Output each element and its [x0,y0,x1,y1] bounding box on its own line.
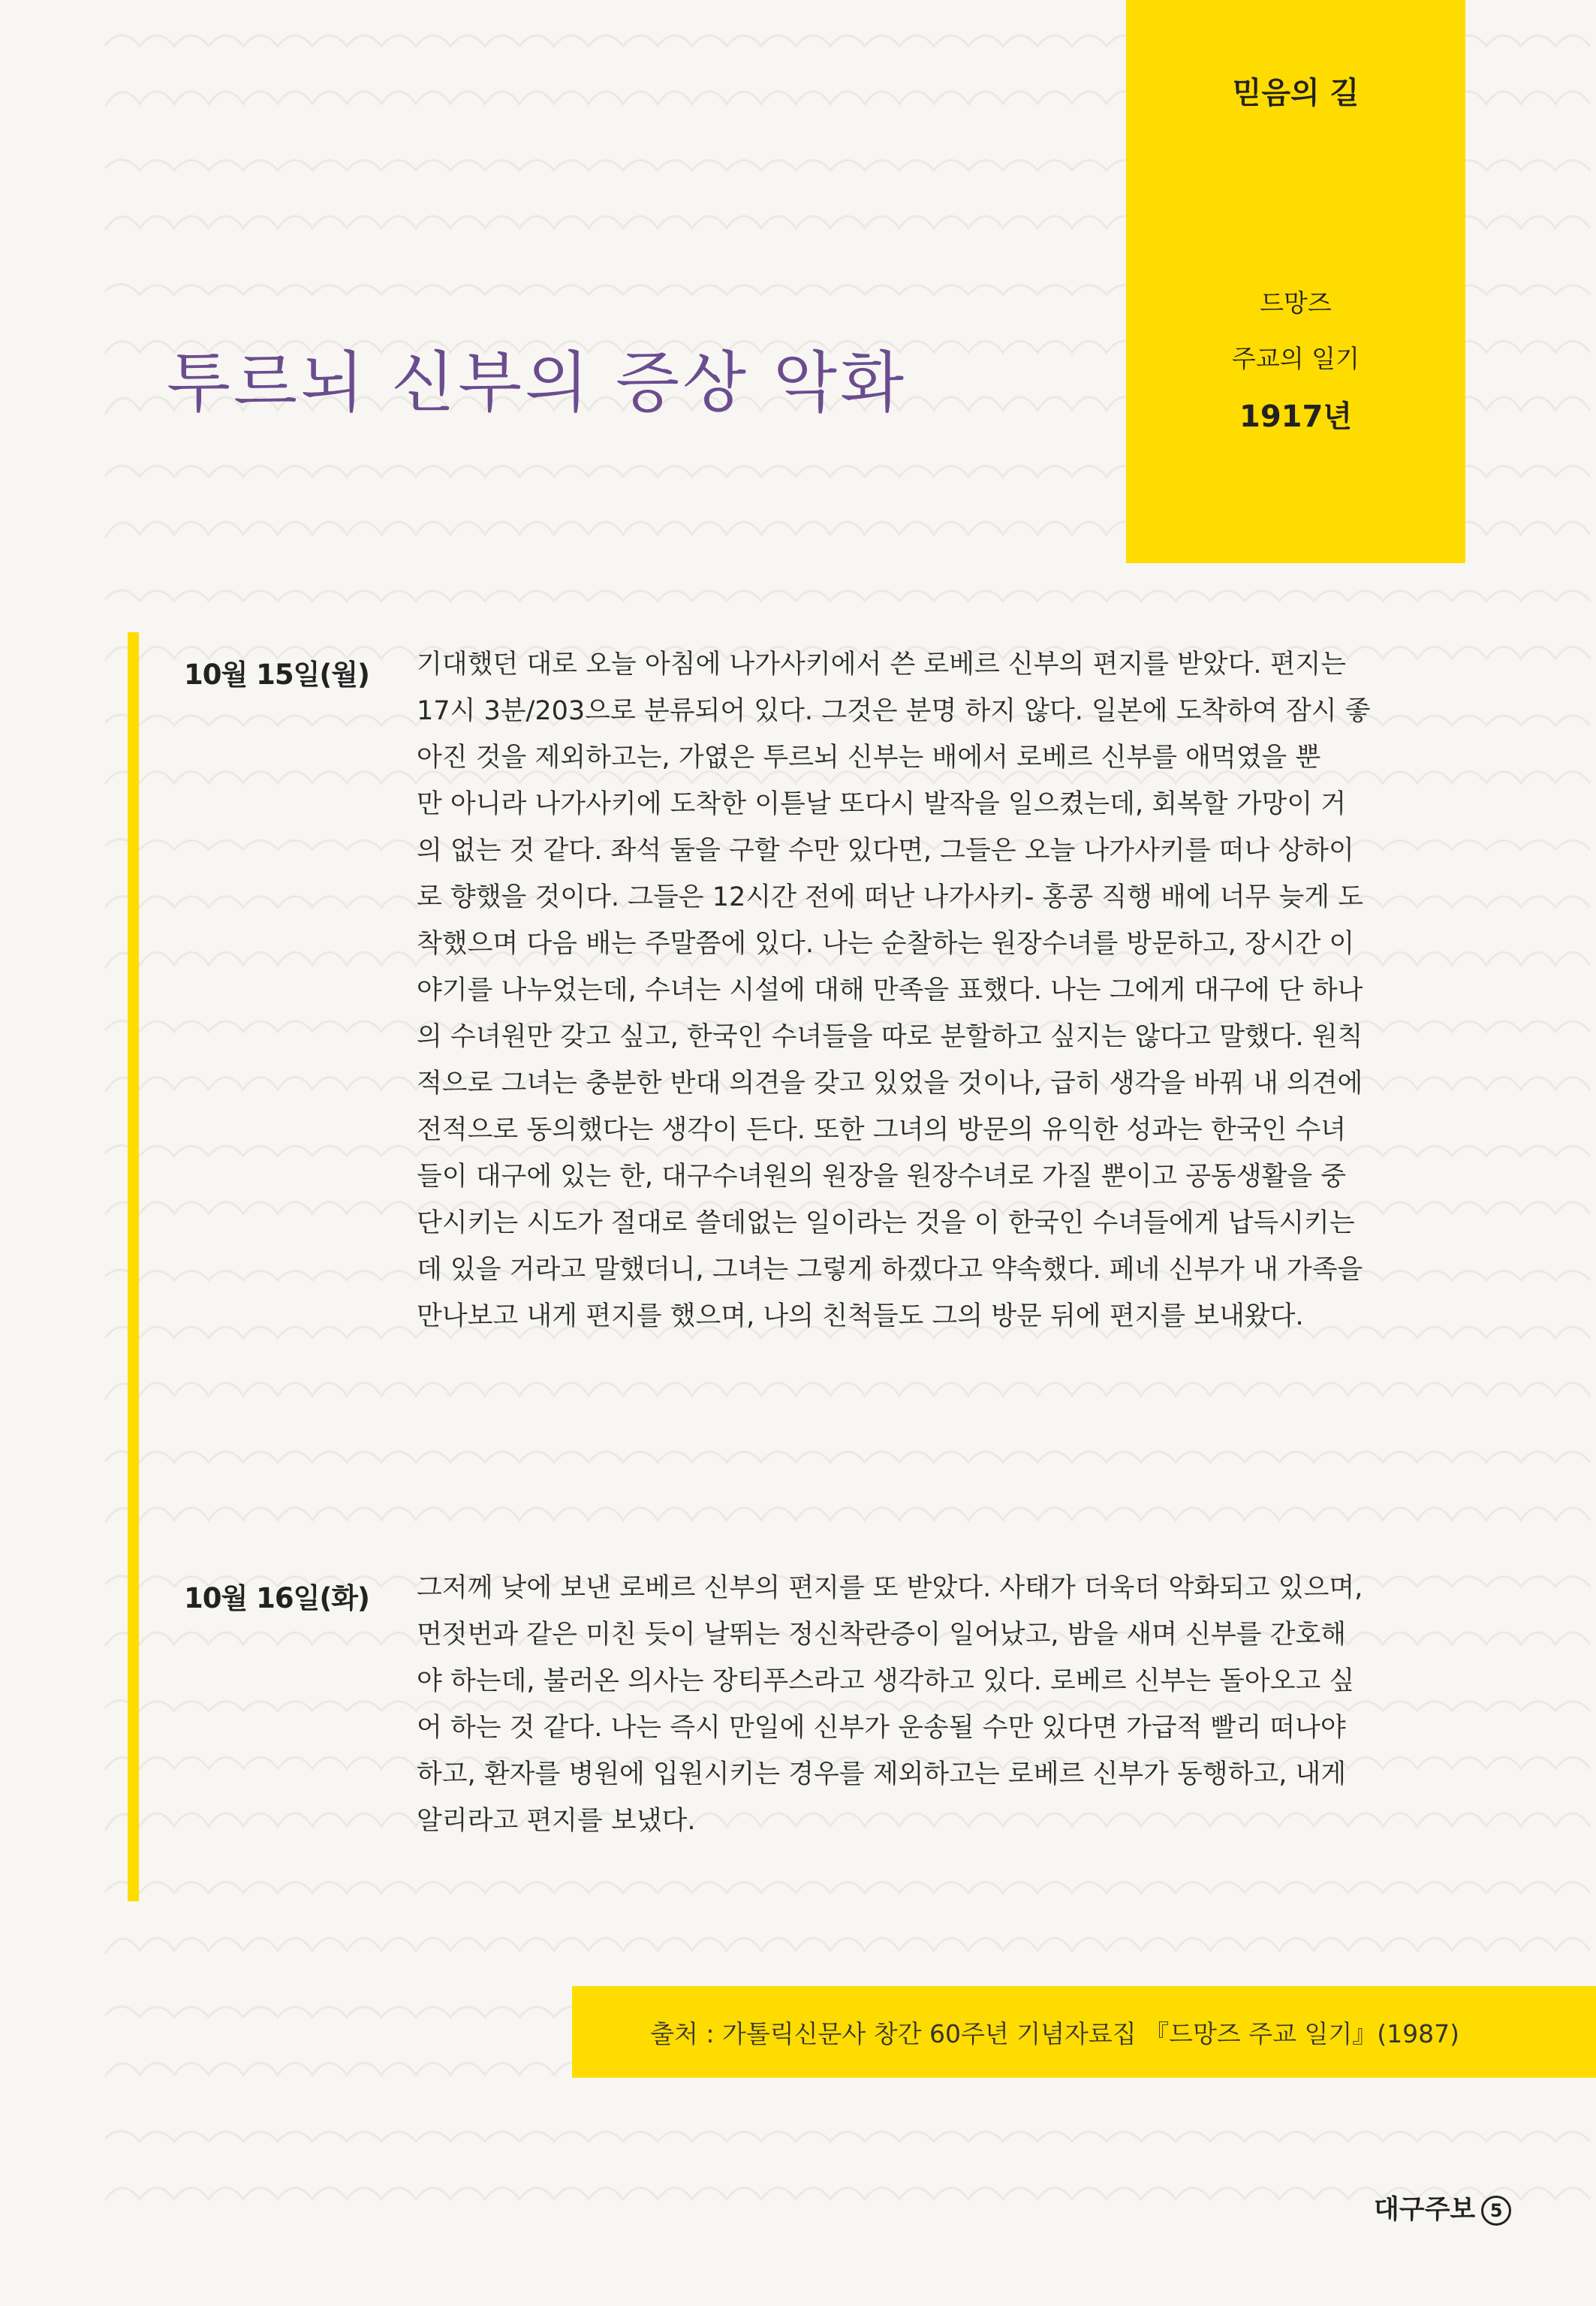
source-citation: 출처 : 가톨릭신문사 창간 60주년 기념자료집 『드망즈 주교 일기』(1987) [650,2019,1459,2048]
text-line: 그저께 낮에 보낸 로베르 신부의 편지를 또 받았다. 사태가 더욱더 악화되고 있으며, [417,1573,1363,1603]
text-line: 기대했던 대로 오늘 아침에 나가사키에서 쓴 로베르 신부의 편지를 받았다. 편지는 [417,650,1347,680]
handwriting-stroke [105,2131,1590,2142]
text-line: 야 하는데, 불러온 의사는 장티푸스라고 생각하고 있다. 로베르 신부는 돌아오고 싶 [417,1666,1355,1696]
text-line: 의 없는 것 같다. 좌석 둘을 구할 수만 있다면, 그들은 오늘 나가사키를 떠나 상하이 [417,836,1354,866]
entry-body [417,1565,1468,1844]
source-banner [572,1986,1596,2078]
handwriting-stroke [105,1383,1590,1400]
handwriting-stroke [105,1938,1590,1954]
text-line: 전적으로 동의했다는 생각이 든다. 또한 그녀의 방문의 유익한 성과는 한국인 수녀 [417,1115,1347,1145]
text-line: 아진 것을 제외하고는, 가엾은 투르뇌 신부는 배에서 로베르 신부를 애먹였을 뿐 [417,743,1321,773]
text-line: 데 있을 거라고 말했더니, 그녀는 그렇게 하겠다고 약속했다. 페네 신부가 내 가족을 [417,1255,1363,1285]
text-line: 착했으며 다음 배는 주말쯤에 있다. 나는 순찰하는 원장수녀를 방문하고, 장시간 이 [417,929,1355,959]
page-footer [1374,2189,1511,2226]
series-year: 1917년 [1239,399,1352,434]
text-line: 알리라고 편지를 보냈다. [417,1806,696,1836]
text-line: 어 하는 것 같다. 나는 즉시 만일에 신부가 운송될 수만 있다면 가급적 빨리 떠나야 [417,1713,1346,1743]
text-line: 단시키는 시도가 절대로 쓸데없는 일이라는 것을 이 한국인 수녀들에게 납득시키는 [417,1208,1355,1238]
text-line: 의 수녀원만 갖고 싶고, 한국인 수녀들을 따로 분할하고 싶지는 않다고 말했다. 원칙 [417,1022,1363,1052]
text-line: 들이 대구에 있는 한, 대구수녀원의 원장을 원장수녀로 가질 뿐이고 공동생활을 중 [417,1162,1347,1192]
handwriting-stroke [105,1451,1590,1463]
entry-date: 10월 15일(월) [184,659,369,691]
text-line: 만나보고 내게 편지를 했으며, 나의 친척들도 그의 방문 뒤에 편지를 보내왔다. [417,1301,1304,1331]
section-label: 믿음의 길 [1232,76,1360,110]
entry-body [417,641,1468,1340]
publication-name: 대구주보 [1374,2195,1476,2225]
handwriting-stroke [105,590,1590,601]
handwriting-stroke [105,1882,1590,1893]
handwriting-stroke [105,2188,1590,2201]
header-tab [1126,0,1465,563]
entry-date: 10월 16일(화) [184,1582,369,1614]
series-name: 드망즈 [1260,288,1332,318]
text-line: 하고, 환자를 병원에 입원시키는 경우를 제외하고는 로베르 신부가 동행하고, 내게 [417,1759,1347,1789]
text-line: 적으로 그녀는 충분한 반대 의견을 갖고 있었을 것이나, 급히 생각을 바꿔 내 의견에 [417,1069,1363,1099]
accent-bar [128,632,139,1901]
series-subtitle: 주교의 일기 [1232,344,1360,373]
text-line: 만 아니라 나가사키에 도착한 이튿날 또다시 발작을 일으켰는데, 회복할 가망이 거 [417,789,1347,819]
page-number: 5 [1481,2196,1511,2226]
handwriting-stroke [105,1508,1590,1523]
article-title: 투르뇌 신부의 증상 악화 [167,344,907,421]
text-line: 17시 3분/203으로 분류되어 있다. 그것은 분명 하지 않다. 일본에 도착하여 잠시 좋 [417,696,1371,726]
text-line: 로 향했을 것이다. 그들은 12시간 전에 떠난 나가사키- 홍콩 직행 배에 너무 늦게 도 [417,882,1364,912]
text-line: 먼젓번과 같은 미친 듯이 날뛰는 정신착란증이 일어났고, 밤을 새며 신부를 간호해 [417,1620,1347,1650]
text-line: 야기를 나누었는데, 수녀는 시설에 대해 만족을 표했다. 나는 그에게 대구에 단 하나 [417,975,1363,1005]
